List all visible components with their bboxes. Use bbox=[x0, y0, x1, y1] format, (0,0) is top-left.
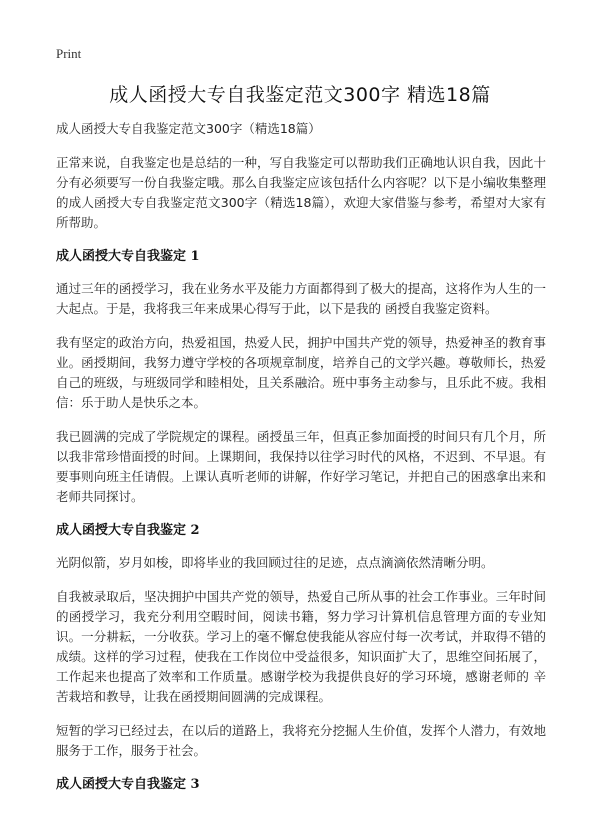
document-body bbox=[56, 119, 546, 807]
section-2 bbox=[56, 521, 546, 761]
document-subtitle: 成人函授大专自我鉴定范文300字（精选18篇） bbox=[56, 121, 321, 136]
section-3 bbox=[56, 775, 546, 795]
section-paragraph: 光阴似箭，岁月如梭，即将毕业的我回顾过往的足迹，点点滴滴依然清晰分明。 bbox=[56, 555, 494, 570]
section-heading: 成人函授大专自我鉴定 2 bbox=[56, 523, 200, 538]
section-paragraph: 通过三年的函授学习，我在业务水平及能力方面都得到了极大的提高，这将作为人生的一大起点。于是，我将我三年来成果心得写于此，以下是我的 函授自我鉴定资料。 bbox=[56, 281, 546, 316]
section-paragraph: 我有坚定的政治方向，热爱祖国，热爱人民，拥护中国共产党的领导，热爱神圣的教育事业。函授期间，我努力遵守学校的各项规章制度，培养自己的文学兴趣。尊敬师长，热爱自己的班级，与班级同学和睦相处，且关系融洽。班中事务主动参与，且乐此不疲。我相信：乐于助人是快乐之本。 bbox=[56, 335, 546, 410]
section-paragraph: 短暂的学习已经过去，在以后的道路上，我将充分挖掘人生价值，发挥个人潜力，有效地服务于工作，服务于社会。 bbox=[56, 723, 546, 758]
section-paragraph: 自我被录取后，坚决拥护中国共产党的领导，热爱自己所从事的社会工作事业。三年时间的函授学习，我充分利用空暇时间，阅读书籍，努力学习计算机信息管理方面的专业知识。一分耕耘，一分收获。学习上的毫不懈怠使我能从容应付每一次考试，并取得不错的成绩。这样的学习过程，使我在工作岗位中受益很多，知识面扩大了，思维空间拓展了，工作起来也提高了效率和工作质量。感谢学校为我提供良好的学习环境，感谢老师的 辛苦栽培和教导，让我在函授期间圆满的完成课程。 bbox=[56, 589, 546, 704]
print-label: Print bbox=[56, 46, 82, 61]
section-heading: 成人函授大专自我鉴定 1 bbox=[56, 249, 200, 264]
intro-paragraph: 正常来说，自我鉴定也是总结的一种，写自我鉴定可以帮助我们正确地认识自我，因此十分有必须要写一份自我鉴定哦。那么自我鉴定应该包括什么内容呢？以下是小编收集整理的成人函授大专自我鉴定范文300字（精选18篇），欢迎大家借鉴与参考，希望对大家有所帮助。 bbox=[56, 155, 546, 230]
section-1 bbox=[56, 247, 546, 507]
section-paragraph: 我已圆满的完成了学院规定的课程。函授虽三年，但真正参加面授的时间只有几个月，所以我非常珍惜面授的时间。上课期间，我保持以往学习时代的风格，不迟到、不早退。有要事则向班主任请假。上课认真听老师的讲解，作好学习笔记，并把自己的困惑拿出来和老师共同探讨。 bbox=[56, 429, 546, 504]
section-heading: 成人函授大专自我鉴定 3 bbox=[56, 777, 200, 792]
page-title: 成人函授大专自我鉴定范文300字 精选18篇 bbox=[109, 84, 491, 106]
